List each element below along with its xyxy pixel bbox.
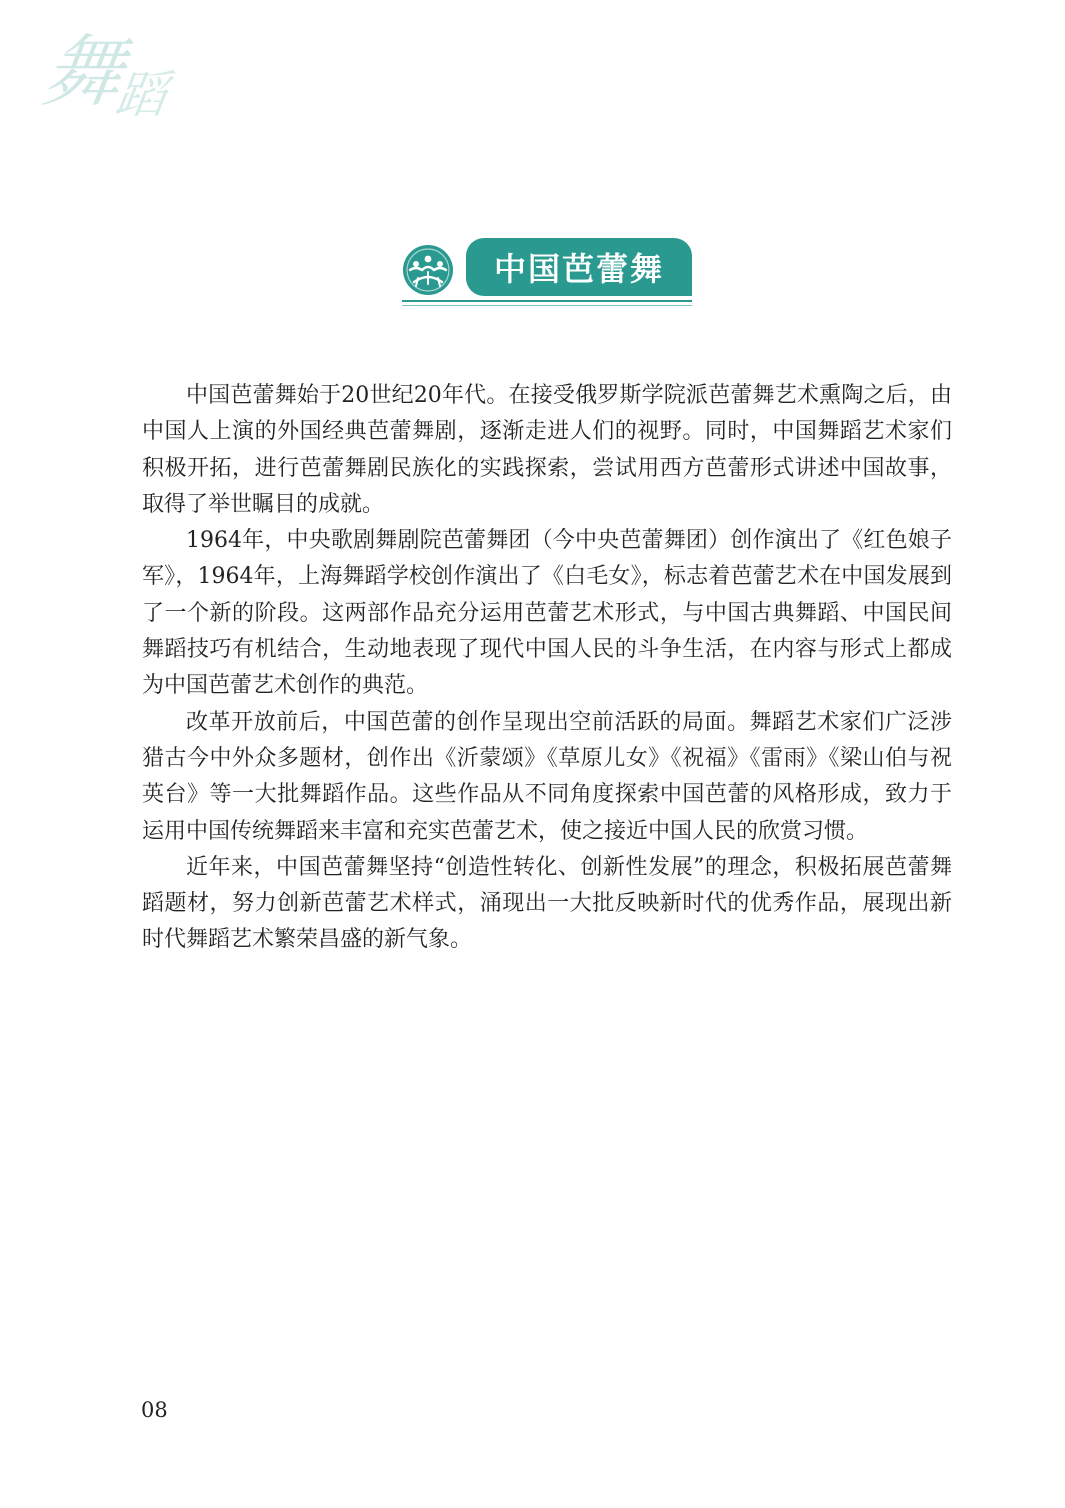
heading-title-tab (466, 238, 692, 296)
section-heading (402, 238, 692, 306)
watermark-char-small: 蹈 (111, 66, 171, 124)
article-body (142, 378, 952, 959)
paragraph: 近年来，中国芭蕾舞坚持“创造性转化、创新性发展”的理念，积极拓展芭蕾舞蹈题材，努力创新芭蕾艺术样式，涌现出一大批反映新时代的优秀作品，展现出新时代舞蹈艺术繁荣昌盛的新气象。 (142, 854, 952, 953)
paragraph: 中国芭蕾舞始于20世纪20年代。在接受俄罗斯学院派芭蕾舞艺术熏陶之后，由中国人上演的外国经典芭蕾舞剧，逐渐走进人们的视野。同时，中国舞蹈艺术家们积极开拓，进行芭蕾舞剧民族化的实践探索，尝试用西方芭蕾形式讲述中国故事，取得了举世瞩目的成就。 (142, 383, 952, 517)
page-number: 08 (141, 1398, 168, 1422)
heading-underline-thick (402, 300, 692, 302)
corner-watermark-logo (37, 28, 184, 144)
paragraph: 1964年，中央歌剧舞剧院芭蕾舞团（今中央芭蕾舞团）创作演出了《红色娘子军》，1964年，上海舞蹈学校创作演出了《白毛女》，标志着芭蕾艺术在中国发展到了一个新的阶段。这两部作品充分运用芭蕾艺术形式，与中国古典舞蹈、中国民间舞蹈技巧有机结合，生动地表现了现代中国人民的斗争生活，在内容与形式上都成为中国芭蕾艺术创作的典范。 (142, 528, 952, 699)
section-title: 中国芭蕾舞 (493, 250, 664, 288)
heading-underline-thin (402, 305, 692, 306)
watermark-char-large: 舞 (37, 28, 129, 118)
dancers-emblem-icon (402, 244, 454, 296)
paragraph: 改革开放前后，中国芭蕾的创作呈现出空前活跃的局面。舞蹈艺术家们广泛涉猎古今中外众多题材，创作出《沂蒙颂》《草原儿女》《祝福》《雷雨》《梁山伯与祝英台》等一大批舞蹈作品。这些作品从不同角度探索中国芭蕾的风格形成，致力于运用中国传统舞蹈来丰富和充实芭蕾艺术，使之接近中国人民的欣赏习惯。 (142, 709, 952, 844)
